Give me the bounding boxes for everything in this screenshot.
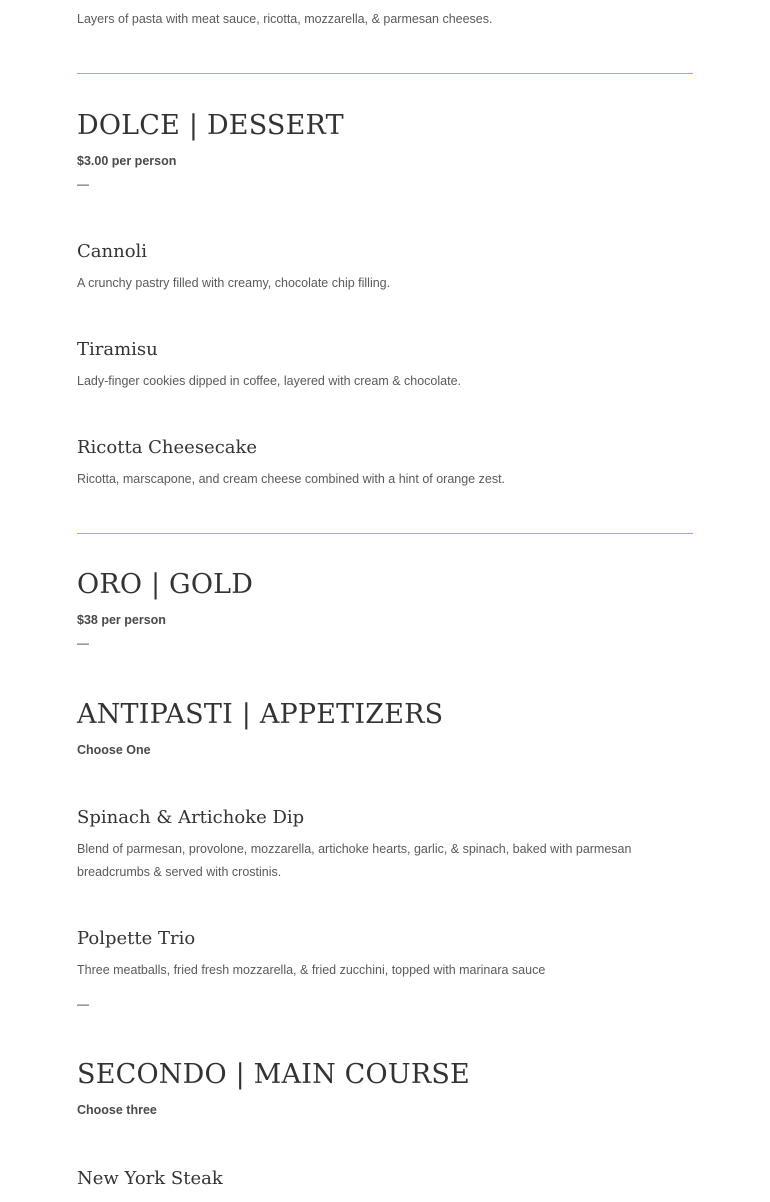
menu-item-name: New York Steak: [77, 1168, 223, 1189]
menu-item-name: Cannoli: [77, 241, 148, 262]
appetizers-dash: —: [77, 997, 89, 1011]
main-course-note: Choose three: [77, 1103, 157, 1117]
dessert-price: $3.00 per person: [77, 154, 177, 168]
menu-item-description: Lady-finger cookies dipped in coffee, layered with cream & chocolate.: [77, 374, 462, 388]
menu-item-name: Tiramisu: [77, 339, 158, 360]
menu-item-description: Three meatballs, fried fresh mozzarella, & fried zucchini, topped with marinara sauce: [77, 963, 546, 977]
appetizers-section-title: ANTIPASTI | APPETIZERS: [77, 699, 444, 730]
gold-dash: —: [77, 636, 89, 650]
appetizers-note: Choose One: [77, 743, 151, 757]
menu-item-name: Ricotta Cheesecake: [77, 437, 258, 458]
dessert-dash: —: [77, 177, 89, 191]
section-divider: [77, 73, 693, 74]
main-course-section-title: SECONDO | MAIN COURSE: [77, 1059, 470, 1090]
gold-section-title: ORO | GOLD: [77, 569, 254, 600]
menu-item-name: Polpette Trio: [77, 928, 196, 949]
gold-price: $38 per person: [77, 613, 166, 627]
menu-item-description: Ricotta, marscapone, and cream cheese combined with a hint of orange zest.: [77, 472, 506, 486]
lasagna-description: Layers of pasta with meat sauce, ricotta, mozzarella, & parmesan cheeses.: [77, 12, 493, 26]
menu-item-description: A crunchy pastry filled with creamy, chocolate chip filling.: [77, 276, 391, 290]
section-divider: [77, 533, 693, 534]
menu-item-description: Blend of parmesan, provolone, mozzarella, artichoke hearts, garlic, & spinach, baked with parmesan breadcrumbs & served with crostinis.: [77, 842, 632, 879]
dessert-section-title: DOLCE | DESSERT: [77, 110, 344, 141]
menu-item-name: Spinach & Artichoke Dip: [77, 807, 305, 828]
